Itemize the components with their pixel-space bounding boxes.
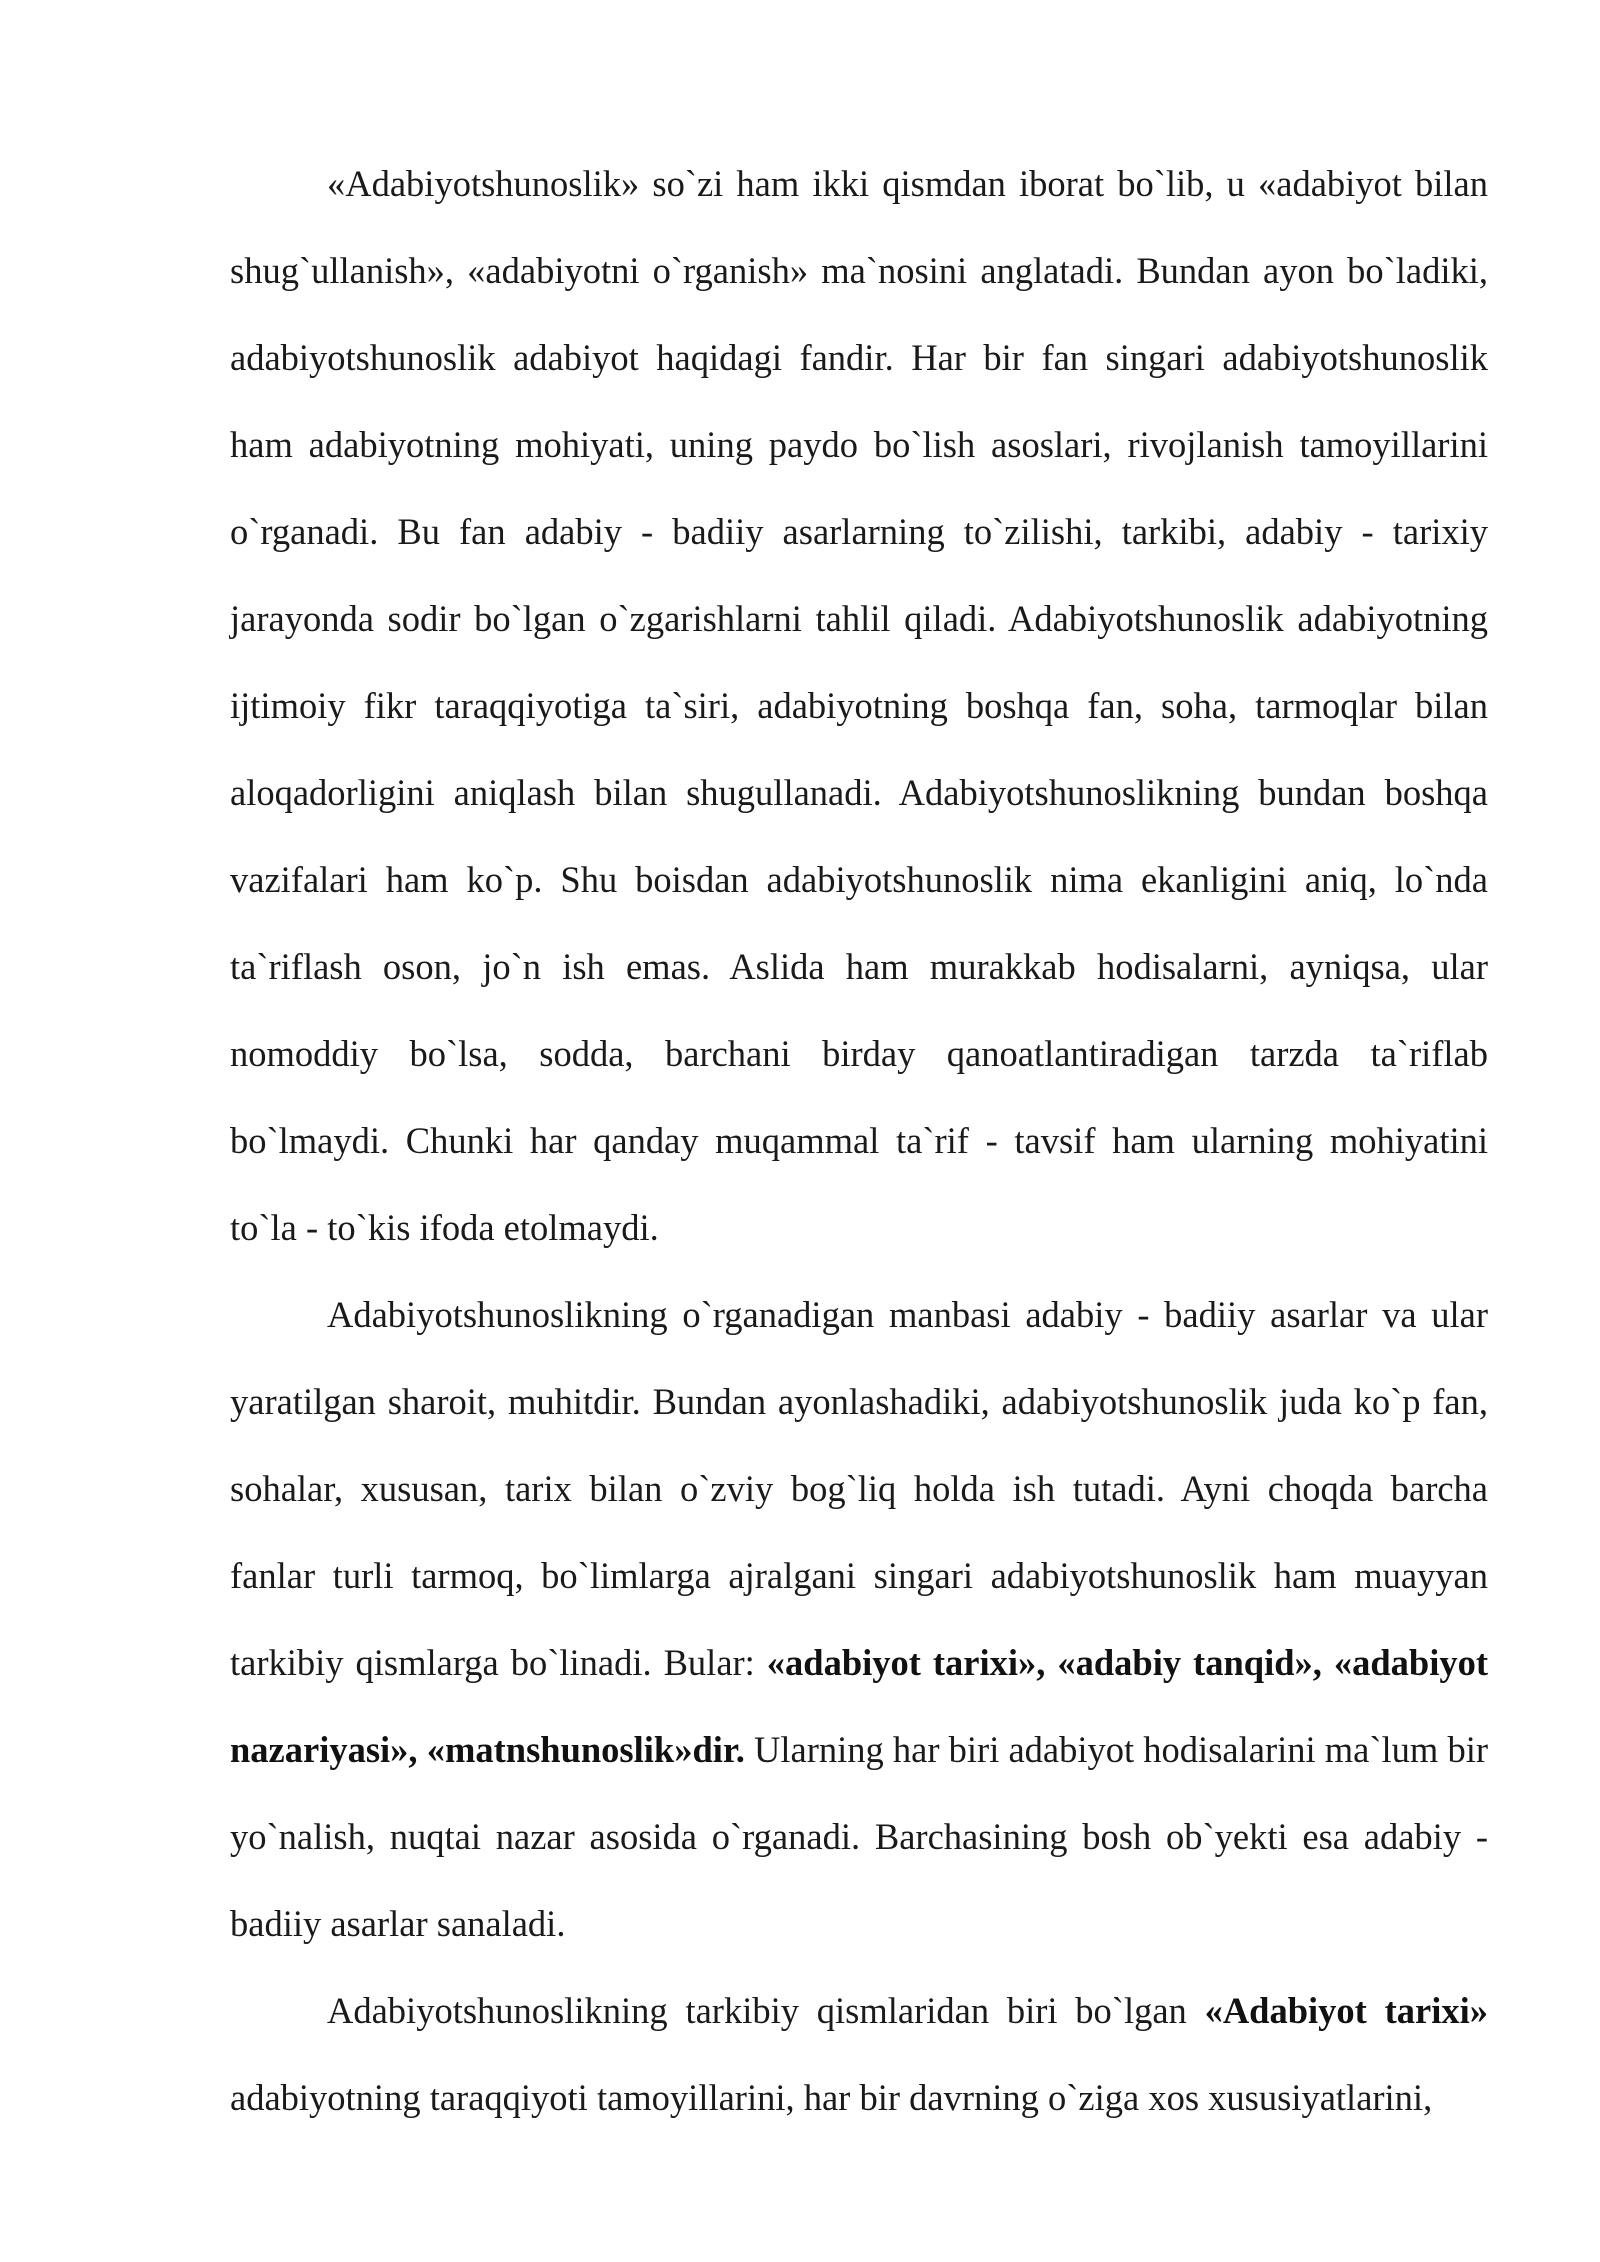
paragraph-3	[230, 1967, 1488, 2141]
paragraph-1	[230, 140, 1488, 1271]
paragraph-2-text-a: Adabiyotshunoslikning o`rganadigan manbasi adabiy - badiiy asarlar va ular yaratilgan sharoit, muhitdir. Bundan ayonlashadiki, adabiyotshunoslik juda ko`p fan, sohalar, xususan, tarix bilan o`zviy bog`liq holda ish tutadi. Ayni choqda barcha fanlar turli tarmoq, bo`limlarga ajralgani singari adabiyotshunoslik ham muayyan tarkibiy qismlarga bo`linadi. Bular:	[230, 1294, 1488, 1683]
paragraph-2	[230, 1271, 1488, 1967]
paragraph-2-text-b: Ularning har biri adabiyot hodisalarini ma`lum bir yo`nalish, nuqtai nazar asosida o`rganadi. Barchasining bosh ob`yekti esa adabiy - badiiy asarlar sanaladi.	[230, 1729, 1488, 1944]
paragraph-2-bold-terms: «adabiyot tarixi», «adabiy tanqid», «adabiyot nazariyasi», «matnshunoslik»dir.	[230, 1642, 1488, 1770]
paragraph-3-bold-term: «Adabiyot tarixi»	[1204, 1990, 1488, 2031]
paragraph-3-text-b: adabiyotning taraqqiyoti tamoyillarini, har bir davrning o`ziga xos xususiyatlarini,	[230, 2077, 1433, 2118]
body-text	[230, 140, 1488, 2141]
paragraph-1-text: «Adabiyotshunoslik» so`zi ham ikki qismdan iborat bo`lib, u «adabiyot bilan shug`ullanish», «adabiyotni o`rganish» ma`nosini anglatadi. Bundan ayon bo`ladiki, adabiyotshunoslik adabiyot haqidagi fandir. Har bir fan singari adabiyotshunoslik ham adabiyotning mohiyati, uning paydo bo`lish asoslari, rivojlanish tamoyillarini o`rganadi. Bu fan adabiy - badiiy asarlarning to`zilishi, tarkibi, adabiy - tarixiy jarayonda sodir bo`lgan o`zgarishlarni tahlil qiladi. Adabiyotshunoslik adabiyotning ijtimoiy fikr taraqqiyotiga ta`siri, adabiyotning boshqa fan, soha, tarmoqlar bilan aloqadorligini aniqlash bilan shugullanadi. Adabiyotshunoslikning bundan boshqa vazifalari ham ko`p. Shu boisdan adabiyotshunoslik nima ekanligini aniq, lo`nda ta`riflash oson, jo`n ish emas. Aslida ham murakkab hodisalarni, ayniqsa, ular nomoddiy bo`lsa, sodda, barchani birday qanoatlantiradigan tarzda ta`riflab bo`lmaydi. Chunki har qanday muqammal ta`rif - tavsif ham ularning mohiyatini to`la - to`kis ifoda etolmaydi.	[230, 163, 1488, 1248]
paragraph-3-text-a: Adabiyotshunoslikning tarkibiy qismlaridan biri bo`lgan	[327, 1990, 1205, 2031]
